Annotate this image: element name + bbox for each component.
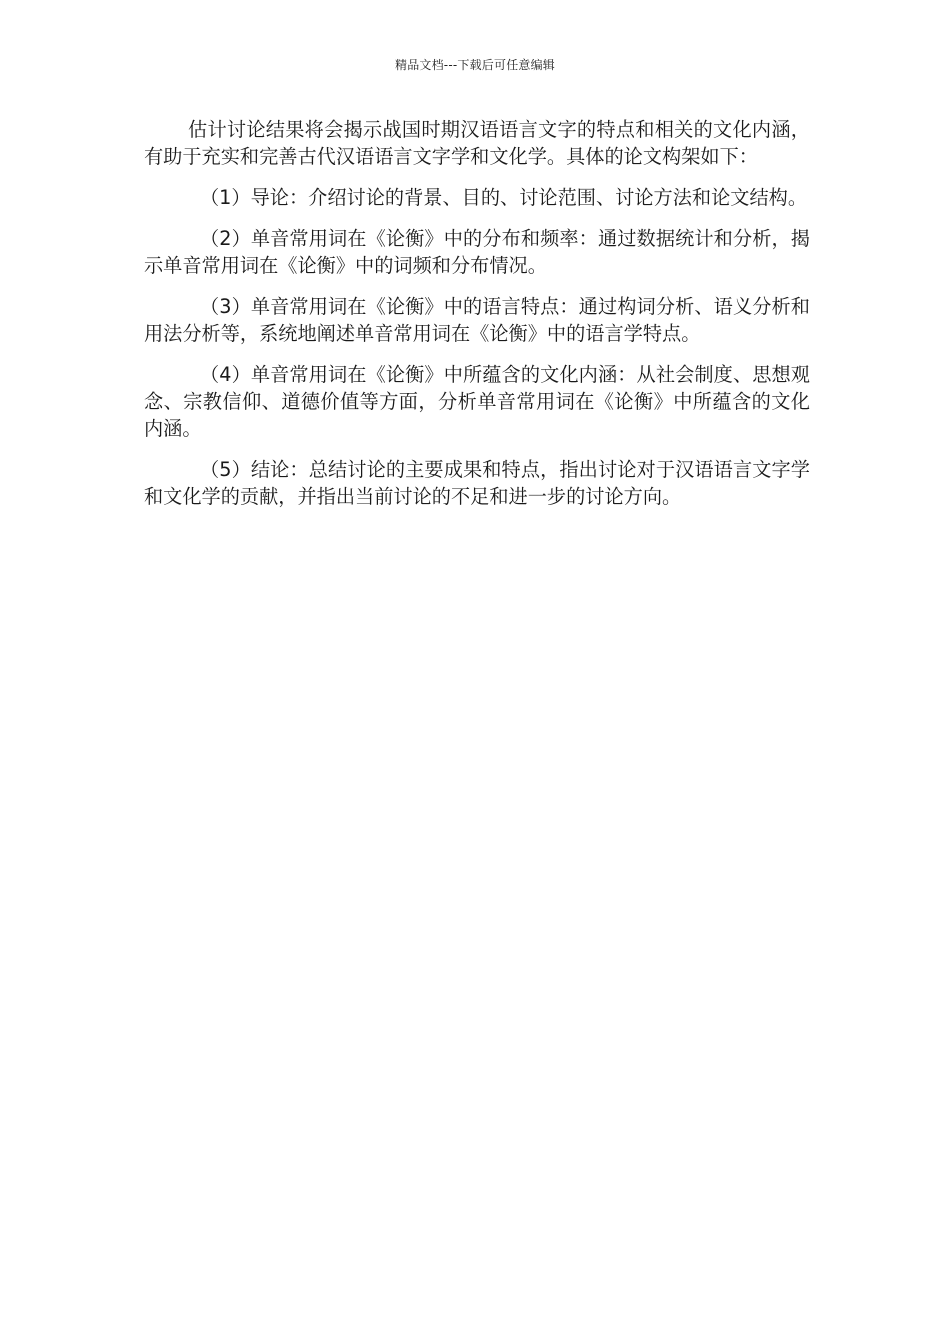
outline-item-4: （4）单音常用词在《论衡》中所蕴含的文化内涵：从社会制度、思想观念、宗教信仰、道德价值等方面，分析单音常用词在《论衡》中所蕴含的文化内涵。 [144, 363, 810, 440]
outline-item-3: （3）单音常用词在《论衡》中的语言特点：通过构词分析、语义分析和用法分析等，系统地阐述单音常用词在《论衡》中的语言学特点。 [144, 295, 810, 345]
intro-paragraph: 估计讨论结果将会揭示战国时期汉语语言文字的特点和相关的文化内涵，有助于充实和完善古代汉语语言文字学和文化学。具体的论文构架如下： [144, 118, 810, 168]
document-body [144, 116, 810, 524]
outline-item-1: （1）导论：介绍讨论的背景、目的、讨论范围、讨论方法和论文结构。 [200, 186, 808, 209]
outline-item-5: （5）结论：总结讨论的主要成果和特点，指出讨论对于汉语语言文字学和文化学的贡献，并指出当前讨论的不足和进一步的讨论方向。 [144, 458, 810, 508]
outline-item-2: （2）单音常用词在《论衡》中的分布和频率：通过数据统计和分析，揭示单音常用词在《论衡》中的词频和分布情况。 [144, 227, 810, 277]
page-header: 精品文档---下载后可任意编辑 [395, 58, 555, 72]
